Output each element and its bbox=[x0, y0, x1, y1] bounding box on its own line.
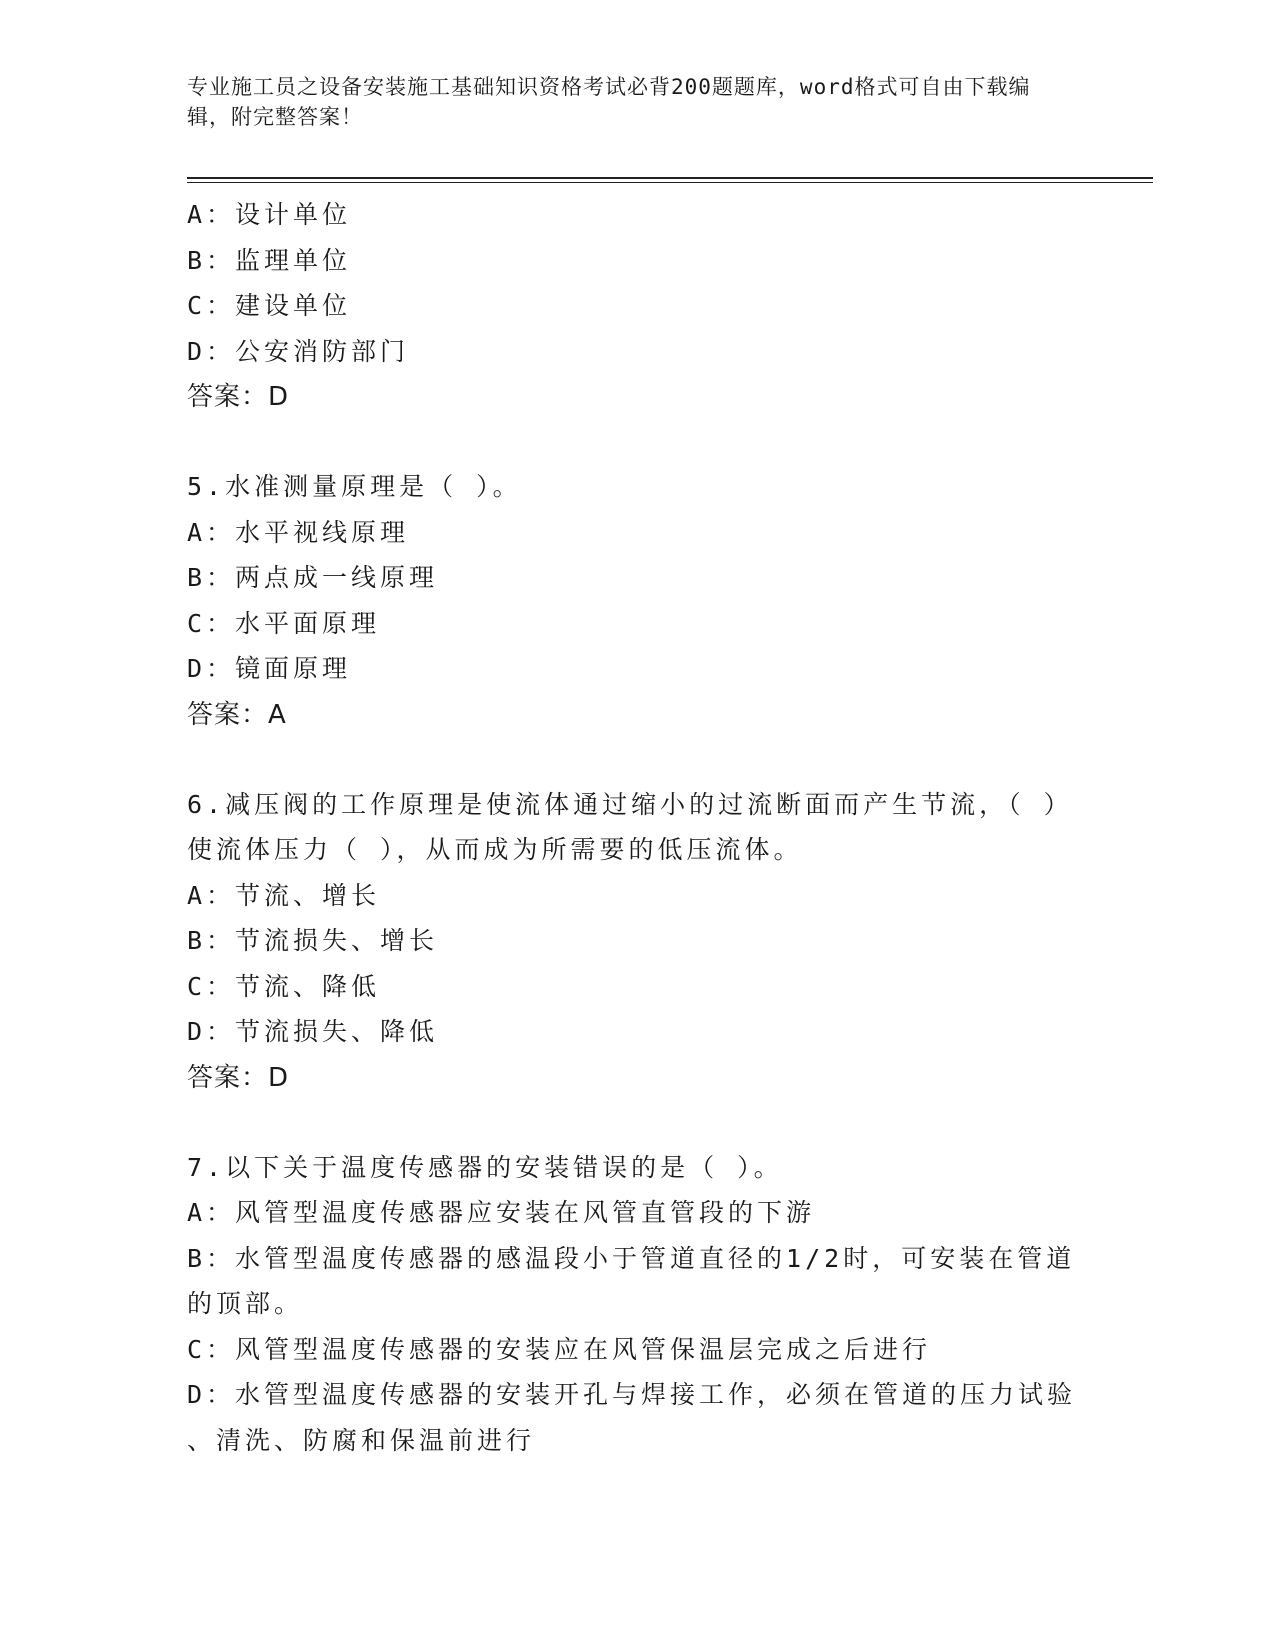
option-b: B：水管型温度传感器的感温段小于管道直径的1/2时，可安装在管道 bbox=[187, 1243, 1076, 1273]
option-d: D：水管型温度传感器的安装开孔与焊接工作，必须在管道的压力试验 bbox=[187, 1380, 1077, 1409]
question-stem: 5.水准测量原理是（ ）。 bbox=[187, 472, 522, 501]
header-divider-thin bbox=[187, 182, 1153, 183]
option-d: D：节流损失、降低 bbox=[187, 1017, 439, 1046]
option-a: A：水平视线原理 bbox=[187, 517, 410, 547]
option-d-continued: 、清洗、防腐和保温前进行 bbox=[187, 1425, 536, 1455]
question-7 bbox=[187, 1145, 1077, 1464]
question-6 bbox=[187, 782, 1073, 1101]
answer: 答案：D bbox=[187, 382, 290, 412]
option-a: A：设计单位 bbox=[187, 200, 352, 229]
option-c: C：水平面原理 bbox=[187, 608, 381, 638]
answer: 答案：D bbox=[187, 1062, 290, 1093]
document-header: 专业施工员之设备安装施工基础知识资格考试必背200题题库，word格式可自由下载编辑，附完整答案！ bbox=[187, 75, 1031, 129]
question-4 bbox=[187, 192, 1067, 420]
option-c: C：风管型温度传感器的安装应在风管保温层完成之后进行 bbox=[187, 1334, 932, 1364]
option-c: C：节流、降低 bbox=[187, 971, 381, 1001]
question-stem: 7.以下关于温度传感器的安装错误的是（ ）。 bbox=[187, 1152, 783, 1182]
option-a: A：风管型温度传感器应安装在风管直管段的下游 bbox=[187, 1198, 816, 1227]
option-d: D：公安消防部门 bbox=[187, 336, 410, 366]
question-5 bbox=[187, 464, 1067, 738]
option-a: A：节流、增长 bbox=[187, 880, 381, 910]
option-b: B：两点成一线原理 bbox=[187, 563, 439, 592]
option-b: B：监理单位 bbox=[187, 245, 352, 275]
option-b-continued: 的顶部。 bbox=[187, 1289, 304, 1318]
question-stem-line-1: 6.减压阀的工作原理是使流体通过缩小的过流断面而产生节流，（ ） bbox=[187, 789, 1073, 819]
option-b: B：节流损失、增长 bbox=[187, 926, 439, 955]
answer: 答案：A bbox=[187, 699, 287, 730]
header-divider-thick bbox=[187, 177, 1153, 179]
question-content bbox=[187, 192, 1077, 1463]
option-c: C：建设单位 bbox=[187, 291, 352, 320]
option-d: D：镜面原理 bbox=[187, 654, 352, 683]
question-stem-line-2: 使流体压力（ ），从而成为所需要的低压流体。 bbox=[187, 835, 803, 864]
